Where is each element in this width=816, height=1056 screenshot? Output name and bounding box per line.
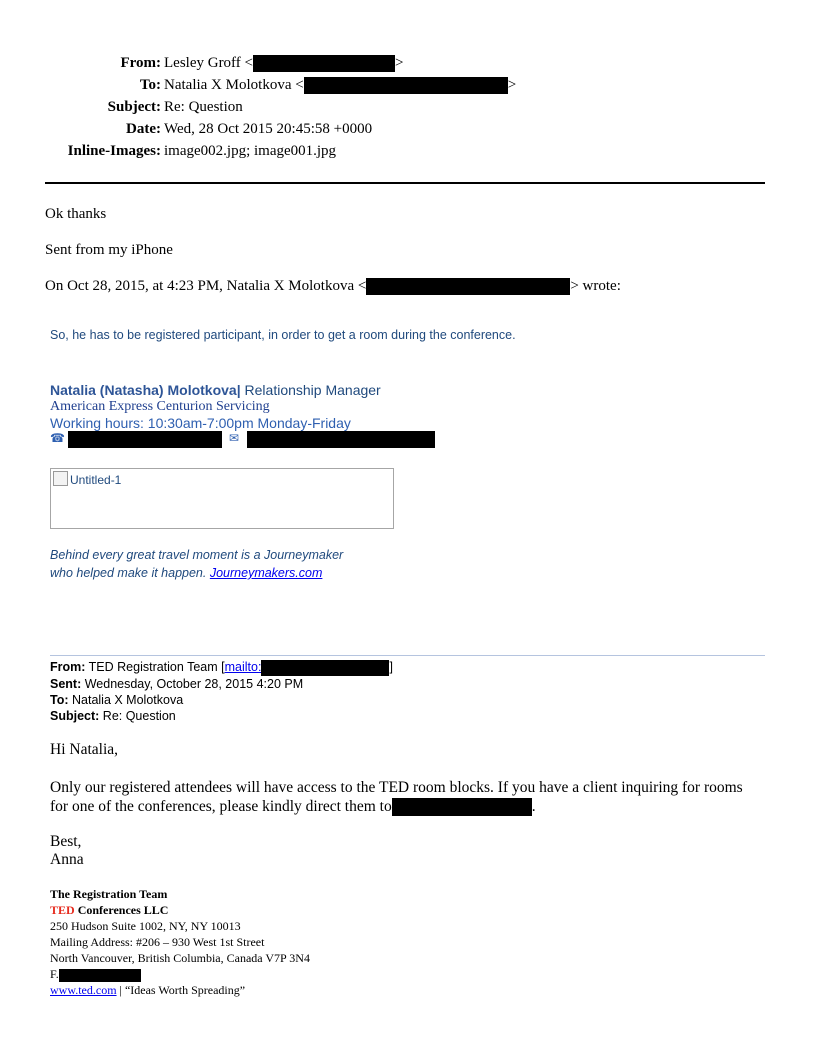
phone-icon: ☎ <box>50 431 65 446</box>
address-line1: 250 Hudson Suite 1002, NY, NY 10013 <box>50 919 241 933</box>
signature-name: Natalia (Natasha) Molotkova| Relationship Manager <box>50 382 381 398</box>
redaction <box>247 431 435 448</box>
mailto-link[interactable]: mailto: <box>224 660 262 674</box>
image-alt: Untitled-1 <box>53 471 121 487</box>
ted-website-link[interactable]: www.ted.com <box>50 983 117 997</box>
fwd-to-row: To: Natalia X Molotkova <box>50 692 184 707</box>
redaction <box>59 969 141 982</box>
redaction <box>392 798 532 816</box>
mail-icon: ✉ <box>229 431 240 446</box>
fwd-subject-row: Subject: Re: Question <box>50 708 176 723</box>
to-label: To: <box>139 77 161 93</box>
to-value: Natalia X Molotkova < > <box>164 77 517 93</box>
redaction <box>253 55 395 72</box>
quoted-message: So, he has to be registered participant, in order to get a room during the conference. <box>50 328 516 342</box>
date-label: Date: <box>126 121 161 137</box>
redaction <box>261 660 389 676</box>
ted-greeting: Hi Natalia, <box>50 741 119 758</box>
signature-hours: Working hours: 10:30am-7:00pm Monday-Friday <box>50 415 351 431</box>
broken-image-icon <box>53 471 68 486</box>
ted-signer: Anna <box>50 851 84 868</box>
forward-divider <box>50 655 765 656</box>
quote-intro: On Oct 28, 2015, at 4:23 PM, Natalia X Molotkova < > wrote: <box>45 278 621 294</box>
signature-contact <box>50 431 435 449</box>
from-value: Lesley Groff < > <box>164 55 404 71</box>
team-name: The Registration Team <box>50 887 168 901</box>
fwd-from-row: From: TED Registration Team [mailto: ] <box>50 660 393 674</box>
sent-from-text: Sent from my iPhone <box>45 242 173 258</box>
redaction <box>366 278 570 295</box>
date-value: Wed, 28 Oct 2015 20:45:58 +0000 <box>164 121 373 137</box>
journeymakers-link[interactable]: Journeymakers.com <box>209 566 323 580</box>
fax-line: F. <box>50 966 310 982</box>
address-line3: North Vancouver, British Columbia, Canada V7P 3N4 <box>50 951 310 965</box>
address-line2: Mailing Address: #206 – 930 West 1st Street <box>50 935 265 949</box>
ted-paragraph-line2: for one of the conferences, please kindly direct them to . <box>50 798 536 815</box>
signature-image <box>50 468 394 529</box>
forwarded-header <box>50 659 393 724</box>
signature-tagline: Behind every great travel moment is a Journeymaker who helped make it happen. Journeymakers.com <box>50 548 344 580</box>
reply-text: Ok thanks <box>45 206 107 222</box>
ted-footer: The Registration Team TED Conferences LLC 250 Hudson Suite 1002, NY, NY 10013 Mailing Address: #206 – 930 West 1st Street North Vancouver, British Columbia, Canada V7P 3N4 F. www.ted.com | “Ideas Worth Spreading” <box>50 887 310 997</box>
signature-company: American Express Centurion Servicing <box>50 399 270 414</box>
redaction <box>68 431 222 448</box>
fwd-sent-row: Sent: Wednesday, October 28, 2015 4:20 PM <box>50 676 304 691</box>
subject-label: Subject: <box>107 99 161 115</box>
inline-images-label: Inline-Images: <box>67 143 161 159</box>
ted-paragraph-line1: Only our registered attendees will have access to the TED room blocks. If you have a client inquiring for rooms <box>50 779 743 796</box>
subject-value: Re: Question <box>164 99 243 115</box>
ted-closing: Best, <box>50 833 82 850</box>
redaction <box>304 77 508 94</box>
header-divider <box>45 182 765 184</box>
ted-logo-text: TED <box>50 903 75 917</box>
inline-images-value: image002.jpg; image001.jpg <box>164 143 337 159</box>
from-label: From: <box>120 55 161 71</box>
